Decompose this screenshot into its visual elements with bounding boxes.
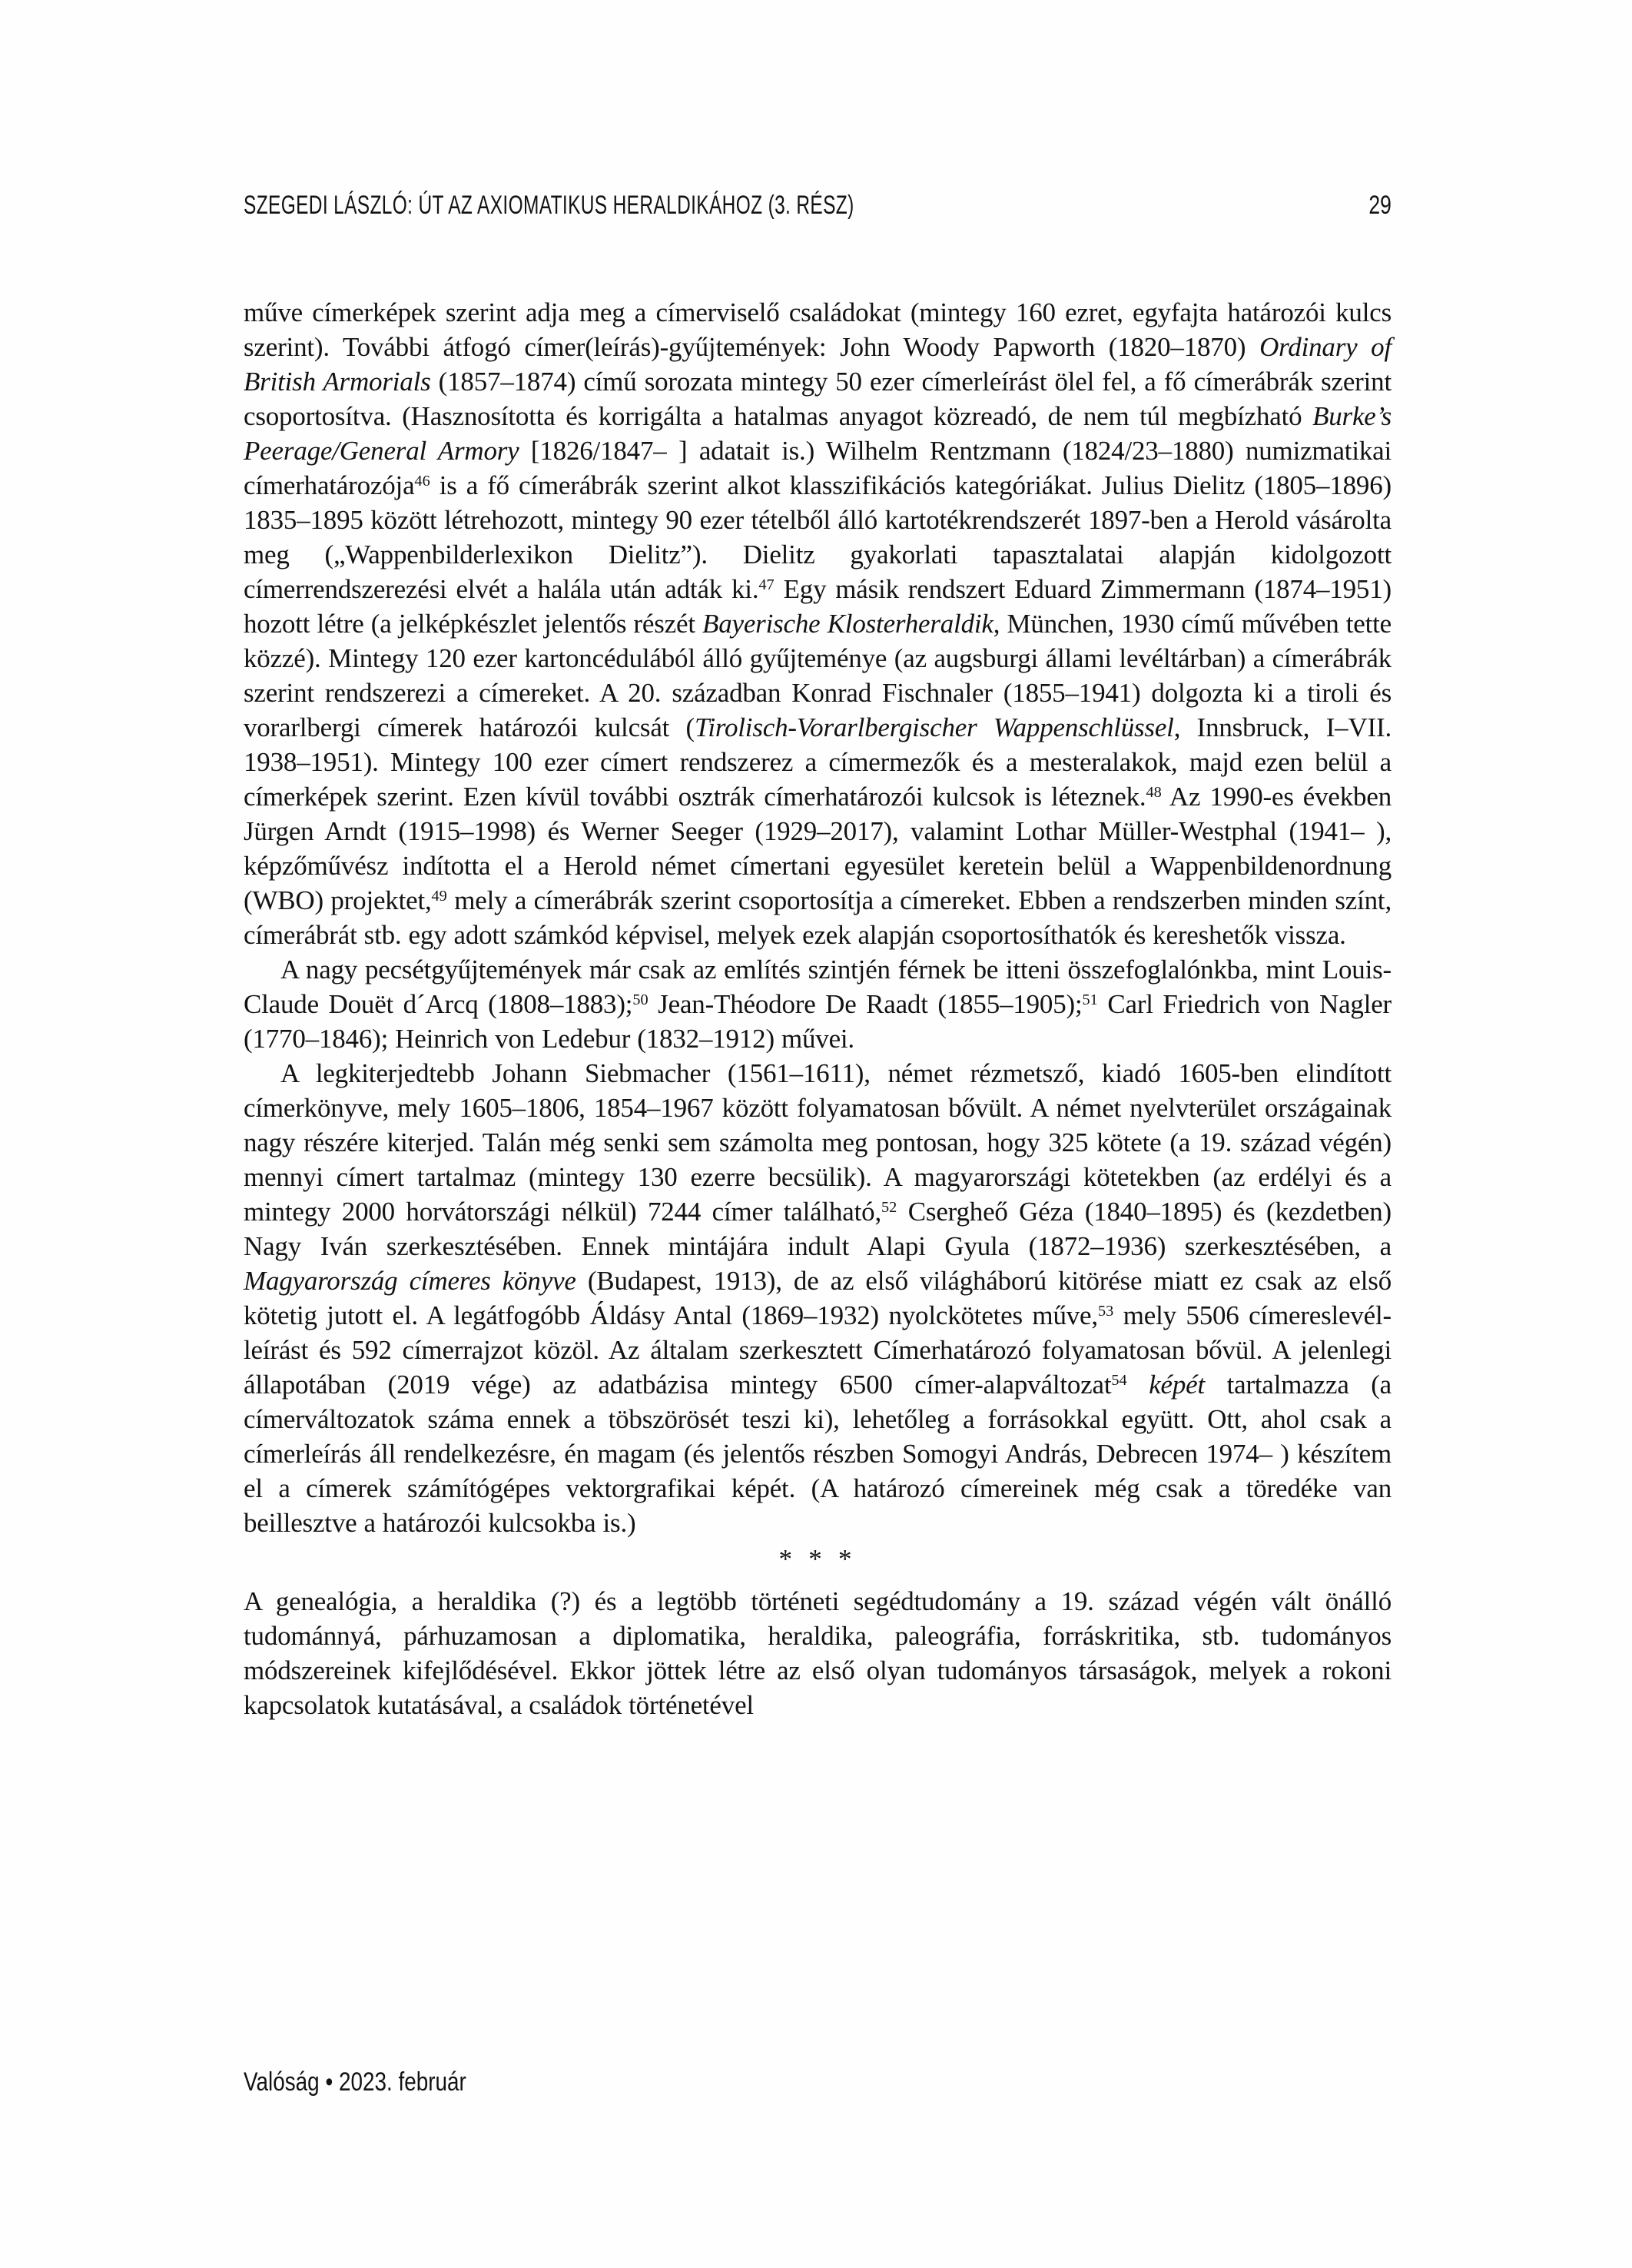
text-segment: tartalmazza (a címerváltozatok száma ennek a töbszörösét teszi ki), lehetőleg a forrásokkal együtt. Ott, ahol csak a címerleírás áll rendelkezésre, én magam (és jelentős részben Somogyi András, Debrecen 1974– ) készítem el a címerek számítógépes vektorgrafikai képét. (A határozó címereinek még csak a töredéke van beillesztve a határozói kulcsokba is.) — [244, 1370, 1392, 1538]
body-paragraph-3 — [244, 1056, 1392, 1540]
text-segment: Egy másik rendszert Eduard Zimmermann (1874–1951) hozott létre (a jelképkészlet jelentős részét — [244, 574, 1392, 639]
footnote-reference: 50 — [632, 991, 648, 1008]
body-paragraph-4 — [244, 1584, 1392, 1722]
text-segment: A genealógia, a heraldika (?) és a legtöbb történeti segédtudomány a 19. század végén vált önálló tudománnyá, párhuzamosan a diplomatika, heraldika, paleográfia, forráskritika, stb. tudományos módszereinek kifejlődésével. Ekkor jöttek létre az első olyan tudományos társaságok, melyek a rokoni kapcsolatok kutatásával, a családok történetével — [244, 1586, 1392, 1720]
italic-title-segment: Ordinary of British Armorials — [244, 332, 1392, 397]
text-segment: mely a címerábrák szerint csoportosítja a címereket. Ebben a rendszerben minden színt, címerábrát stb. egy adott számkód képvisel, melyek ezek alapján csoportosíthatók és kereshetők vissza. — [244, 885, 1392, 950]
italic-title-segment: Bayerische Klosterheraldik — [702, 609, 993, 639]
text-segment: Jean-Théodore De Raadt (1855–1905); — [648, 989, 1083, 1019]
italic-title-segment: képét — [1149, 1370, 1206, 1400]
text-segment: mely 5506 címereslevél-leírást és 592 címerrajzot közöl. Az általam szerkesztett Címerhatározó folyamatosan bővül. A jelenlegi állapotában (2019 vége) az adatbázisa mintegy 6500 címer-alapváltozat — [244, 1300, 1392, 1400]
footnote-reference: 51 — [1082, 991, 1098, 1008]
italic-title-segment: Burke’s Peerage/General Armory — [244, 401, 1392, 466]
text-segment: Csergheő Géza (1840–1895) és (kezdetben) Nagy Iván szerkesztésében. Ennek mintájára indult Alapi Gyula (1872–1936) szerkesztésében, a — [244, 1197, 1392, 1261]
footnote-reference: 54 — [1111, 1371, 1127, 1389]
footnote-reference: 52 — [881, 1198, 897, 1216]
text-segment: [1826/1847– ] adatait is.) Wilhelm Rentzmann (1824/23–1880) numizmatikai címerhatározója — [244, 436, 1392, 500]
text-segment: , Innsbruck, I–VII. 1938–1951). Mintegy 100 ezer címert rendszerez a címermezők és a mesteralakok, majd ezen belül a címerképek szerint. Ezen kívül további osztrák címerhatározói kulcsok is léteznek. — [244, 712, 1392, 812]
footnote-reference: 49 — [431, 887, 447, 905]
section-separator — [244, 1542, 1392, 1576]
page-header — [244, 191, 1392, 224]
text-segment: Az 1990-es években Jürgen Arndt (1915–1998) és Werner Seeger (1929–2017), valamint Lothar Müller-Westphal (1941– ), képzőművész indította el a Herold német címertani egyesület keretein belül a Wappenbildenordnung (WBO) projektet, — [244, 782, 1392, 915]
text-segment: (Budapest, 1913), de az első világháború kitörése miatt ez csak az első kötetig jutott el. A legátfogóbb Áldásy Antal (1869–1932) nyolckötetes műve, — [244, 1266, 1392, 1330]
article-body — [244, 295, 1392, 1722]
body-paragraph-2 — [244, 952, 1392, 1056]
text-segment: * * * — [778, 1544, 857, 1574]
text-segment: A nagy pecsétgyűjtemények már csak az említés szintjén férnek be itteni összefoglalónkba, mint Louis-Claude Douët d´Arcq (1808–1883); — [244, 955, 1392, 1019]
text-segment: (1857–1874) című sorozata mintegy 50 ezer címerleírást ölel fel, a fő címerábrák szerint csoportosítva. (Hasznosította és korrigálta a hatalmas anyagot közreadó, de nem túl megbízható — [244, 367, 1392, 431]
text-segment: is a fő címerábrák szerint alkot klasszifikációs kategóriákat. Julius Dielitz (1805–1896) 1835–1895 között létrehozott, mintegy 90 ezer tételből álló kartotékrendszerét 1897-ben a Herold vásárolta meg („Wappenbilderlexikon Dielitz”). Dielitz gyakorlati tapasztalatai alapján kidolgozott címerrendszerezési elvét a halála után adták ki. — [244, 470, 1392, 604]
text-segment: Carl Friedrich von Nagler (1770–1846); Heinrich von Ledebur (1832–1912) művei. — [244, 989, 1392, 1054]
issue-date: 2023. február — [338, 2067, 466, 2097]
journal-name: Valóság — [244, 2067, 320, 2097]
body-paragraph-1 — [244, 295, 1392, 952]
text-segment: műve címerképek szerint adja meg a címerviselő családokat (mintegy 160 ezret, egyfajta határozói kulcs szerint). További átfogó címer(leírás)-gyűjtemények: John Woody Papworth (1820–1870) — [244, 297, 1392, 362]
page-number: 29 — [1368, 191, 1392, 220]
italic-title-segment: Tirolisch-Vorarlbergischer Wappenschlüssel — [695, 712, 1174, 742]
footnote-reference: 48 — [1146, 783, 1162, 801]
text-segment: , München, 1930 című művében tette közzé). Mintegy 120 ezer kartoncédulából álló gyűjteménye (az augsburgi állami levéltárban) a címerábrák szerint rendszerezi a címereket. A 20. században Konrad Fischnaler (1855–1941) dolgozta ki a tiroli és vorarlbergi címerek határozói kulcsát ( — [244, 609, 1392, 742]
page-footer — [244, 2067, 515, 2097]
running-head: SZEGEDI LÁSZLÓ: ÚT AZ AXIOMATIKUS HERALDIKÁHOZ (3. RÉSZ) — [244, 191, 854, 220]
footnote-reference: 46 — [414, 472, 430, 490]
footer-bullet-icon: • — [325, 2067, 333, 2097]
italic-title-segment: Magyarország címeres könyve — [244, 1266, 576, 1296]
footer-line — [244, 2067, 466, 2097]
footnote-reference: 47 — [758, 576, 775, 593]
footnote-reference: 53 — [1097, 1302, 1114, 1320]
text-segment: A legkiterjedtebb Johann Siebmacher (1561–1611), német rézmetsző, kiadó 1605-ben elindított címerkönyve, mely 1605–1806, 1854–1967 között folyamatosan bővült. A német nyelvterület országainak nagy részére kiterjed. Talán még senki sem számolta meg pontosan, hogy 325 kötete (a 19. század végén) mennyi címert tartalmaz (mintegy 130 ezerre becsülik). A magyarországi kötetekben (az erdélyi és a mintegy 2000 horvátországi nélkül) 7244 címer található, — [244, 1058, 1392, 1227]
text-segment — [1127, 1370, 1149, 1400]
